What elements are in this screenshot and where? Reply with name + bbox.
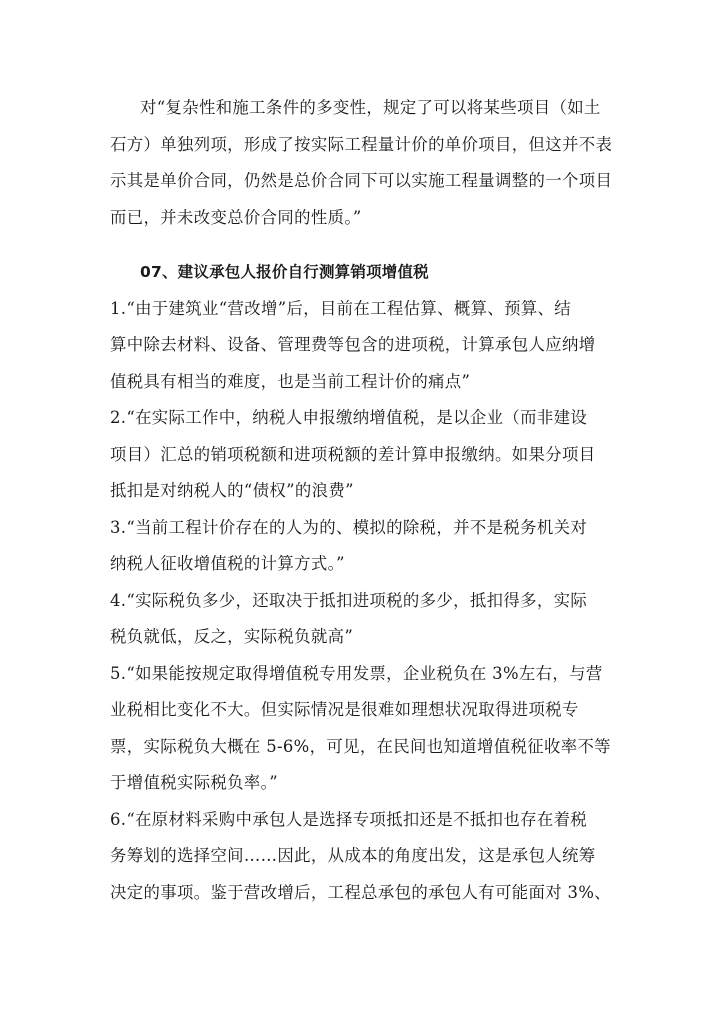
text-line: 2.“在实际工作中，纳税人申报缴纳增值税，是以企业（而非建设 <box>110 408 588 427</box>
section-heading: 07、建议承包人报价自行测算销项增值税 <box>140 263 429 281</box>
text-line: 值税具有相当的难度，也是当前工程计价的痛点” <box>110 371 471 391</box>
text-line: 纳税人征收增值税的计算方式。” <box>110 554 345 573</box>
text-line: 票，实际税负大概在 5-6%，可见，在民间也知道增值税征收率不等 <box>110 736 611 756</box>
text-line: 税负就低，反之，实际税负就高” <box>110 627 354 646</box>
point-6 <box>110 802 610 912</box>
text-line: 算中除去材料、设备、管理费等包含的进项税，计算承包人应纳增 <box>110 335 596 354</box>
text-line: 对“复杂性和施工条件的多变性，规定了可以将某些项目（如土 <box>140 98 601 117</box>
text-line: 务筹划的选择空间……因此，从成本的角度出发，这是承包人统筹 <box>110 846 596 865</box>
text-line: 4.“实际税负多少，还取决于抵扣进项税的多少，抵扣得多，实际 <box>110 590 588 610</box>
text-line: 而已，并未改变总价合同的性质。” <box>110 207 362 227</box>
point-3 <box>110 510 610 583</box>
point-2 <box>110 400 610 510</box>
text-line: 3.“当前工程计价存在的人为的、模拟的除税，并不是税务机关对 <box>110 517 588 537</box>
text-line: 6.“在原材料采购中承包人是选择专项抵扣还是不抵扣也存在着税 <box>110 809 588 829</box>
intro-paragraph <box>110 90 613 236</box>
text-line: 于增值税实际税负率。” <box>110 773 278 792</box>
text-line: 业税相比变化不大。但实际情况是很难如理想状况取得进项税专 <box>110 700 579 719</box>
text-line: 示其是单价合同，仍然是总价合同下可以实施工程量调整的一个项目 <box>110 171 613 190</box>
point-4 <box>110 583 610 656</box>
text-line: 决定的事项。鉴于营改增后，工程总承包的承包人有可能面对 3%、 <box>110 882 611 902</box>
text-line: 石方）单独列项，形成了按实际工程量计价的单价项目，但这并不表 <box>110 134 613 154</box>
document-page <box>110 90 613 911</box>
text-line: 5.“如果能按规定取得增值税专用发票，企业税负在 3%左右，与营 <box>110 663 603 683</box>
text-line: 抵扣是对纳税人的“债权”的浪费” <box>110 481 354 500</box>
text-line: 项目）汇总的销项税额和进项税额的差计算申报缴纳。如果分项目 <box>110 444 596 464</box>
point-5 <box>110 656 610 802</box>
text-line: 1.“由于建筑业“营改增”后，目前在工程估算、概算、预算、结 <box>110 298 572 318</box>
point-1 <box>110 291 610 401</box>
